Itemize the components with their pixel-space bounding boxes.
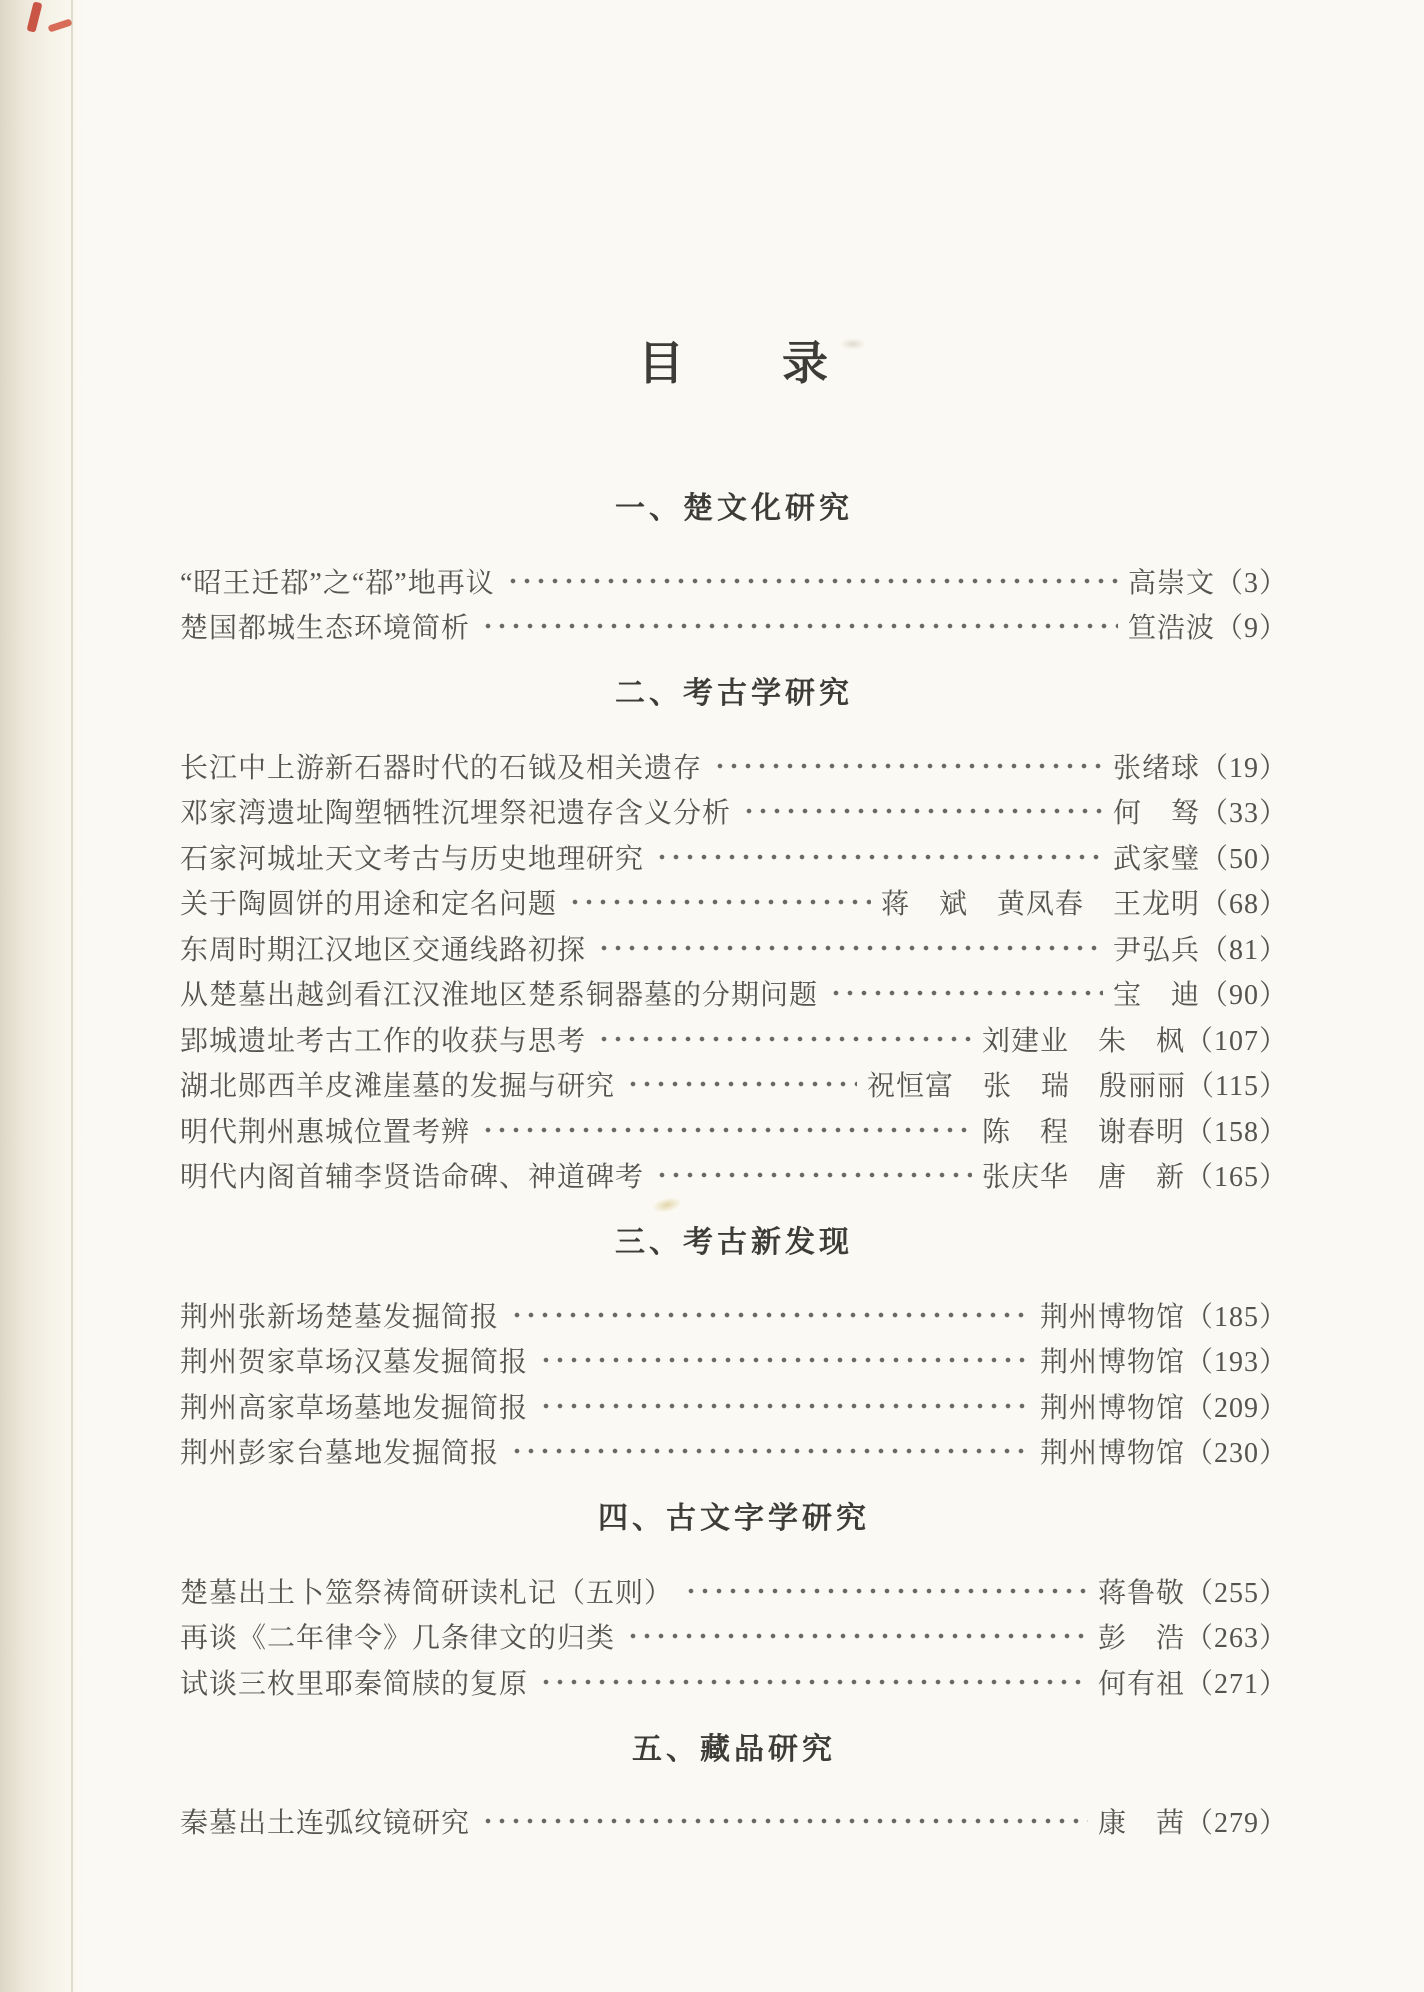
entry-page-number: （3） xyxy=(1214,567,1288,599)
entry-authors: 高崇文 xyxy=(1127,567,1215,599)
entry-title: 再谈《二年律令》几条律文的归类 xyxy=(180,1623,616,1655)
toc-sections xyxy=(180,488,1288,1844)
entry-authors: 康 茜 xyxy=(1097,1808,1185,1840)
toc-section xyxy=(180,1498,1288,1705)
section-entries xyxy=(180,1568,1288,1705)
entry-authors: 蒋鲁敬 xyxy=(1097,1577,1185,1609)
entry-authors: 荆州博物馆 xyxy=(1039,1301,1185,1333)
entry-title: 荆州彭家台墓地发掘简报 xyxy=(180,1438,500,1470)
dot-leader xyxy=(478,1816,1088,1826)
entry-authors: 刘建业 朱 枫 xyxy=(981,1025,1185,1057)
entry-title: 荆州高家草场墓地发掘简报 xyxy=(180,1392,529,1424)
page-title: 目 录 xyxy=(638,338,830,389)
entry-authors: 何 驽 xyxy=(1112,798,1200,830)
entry-page-number: （115） xyxy=(1186,1071,1288,1103)
entry-page-number: （279） xyxy=(1184,1808,1288,1840)
toc-entry xyxy=(180,789,1288,835)
dot-leader xyxy=(652,852,1103,862)
section-heading: 五、藏品研究 xyxy=(632,1732,836,1766)
entry-page-number: （263） xyxy=(1184,1623,1288,1655)
entry-authors: 张绪球 xyxy=(1112,752,1200,784)
section-entries xyxy=(180,558,1288,649)
toc-section xyxy=(180,488,1288,649)
toc-entry xyxy=(180,1429,1288,1475)
entry-title: 石家河城址天文考古与历史地理研究 xyxy=(180,843,645,875)
toc-section xyxy=(180,673,1288,1198)
dot-leader xyxy=(594,943,1103,953)
toc-entry xyxy=(180,834,1288,880)
toc-entry xyxy=(180,558,1288,604)
entry-page-number: （158） xyxy=(1184,1116,1288,1148)
dot-leader xyxy=(507,1310,1030,1320)
toc-entry xyxy=(180,1016,1288,1062)
toc-entry xyxy=(180,971,1288,1017)
toc-entry xyxy=(180,925,1288,971)
entry-page-number: （50） xyxy=(1199,843,1288,875)
entry-title: 秦墓出土连弧纹镜研究 xyxy=(180,1808,471,1840)
dot-leader xyxy=(623,1079,857,1089)
entry-authors: 陈 程 谢春明 xyxy=(981,1116,1185,1148)
section-entries xyxy=(180,1292,1288,1474)
section-heading: 二、考古学研究 xyxy=(615,677,853,710)
entry-title: 邓家湾遗址陶塑牺牲沉埋祭祀遗存含义分析 xyxy=(180,798,732,830)
dot-leader xyxy=(710,761,1103,771)
toc-entry xyxy=(180,880,1288,926)
entry-title: 楚墓出土卜筮祭祷简研读札记（五则） xyxy=(180,1577,674,1609)
entry-title: “昭王迁鄀”之“鄀”地再议 xyxy=(180,567,495,599)
entry-title: 试谈三枚里耶秦简牍的复原 xyxy=(180,1668,529,1700)
toc-entry xyxy=(180,1338,1288,1384)
entry-authors: 荆州博物馆 xyxy=(1039,1438,1185,1470)
toc-entry xyxy=(180,1107,1288,1153)
dot-leader xyxy=(478,621,1118,631)
entry-title: 明代内阁首辅李贤诰命碑、神道碑考 xyxy=(180,1162,645,1194)
entry-authors: 蒋 斌 黄凤春 王龙明 xyxy=(880,889,1200,921)
entry-page-number: （90） xyxy=(1199,980,1288,1012)
toc-entry xyxy=(180,1292,1288,1338)
toc-entry xyxy=(180,604,1288,650)
entry-authors: 笪浩波 xyxy=(1127,613,1215,645)
dot-leader xyxy=(594,1034,972,1044)
entry-title: 明代荆州惠城位置考辨 xyxy=(180,1116,471,1148)
dot-leader xyxy=(478,1125,972,1135)
entry-authors: 荆州博物馆 xyxy=(1039,1347,1185,1379)
entry-page-number: （165） xyxy=(1184,1162,1288,1194)
entry-authors: 彭 浩 xyxy=(1097,1623,1185,1655)
entry-authors: 尹弘兵 xyxy=(1112,934,1200,966)
toc-entry xyxy=(180,1062,1288,1108)
red-ink-mark xyxy=(27,1,43,32)
toc-entry xyxy=(180,1614,1288,1660)
toc-section xyxy=(180,1222,1288,1474)
entry-page-number: （19） xyxy=(1199,752,1288,784)
entry-title: 荆州张新场楚墓发掘简报 xyxy=(180,1301,500,1333)
dot-leader xyxy=(652,1170,972,1180)
toc-entry xyxy=(180,1568,1288,1614)
entry-title: 从楚墓出越剑看江汉淮地区楚系铜器墓的分期问题 xyxy=(180,980,819,1012)
entry-page-number: （33） xyxy=(1199,798,1288,830)
entry-page-number: （81） xyxy=(1199,934,1288,966)
page-left-edge-crease xyxy=(71,0,73,1992)
entry-authors: 何有祖 xyxy=(1097,1668,1185,1700)
entry-authors: 宝 迪 xyxy=(1112,980,1200,1012)
entry-title: 郢城遗址考古工作的收获与思考 xyxy=(180,1025,587,1057)
dot-leader xyxy=(826,988,1103,998)
entry-authors: 祝恒富 张 瑞 殷丽丽 xyxy=(867,1071,1187,1103)
section-heading: 三、考古新发现 xyxy=(615,1226,853,1259)
section-heading: 四、古文字学研究 xyxy=(598,1502,870,1535)
entry-page-number: （230） xyxy=(1184,1438,1288,1470)
toc-entry xyxy=(180,743,1288,789)
entry-title: 关于陶圆饼的用途和定名问题 xyxy=(180,889,558,921)
entry-page-number: （209） xyxy=(1184,1392,1288,1424)
toc-entry xyxy=(180,1799,1288,1845)
section-entries xyxy=(180,1799,1288,1845)
entry-page-number: （9） xyxy=(1214,613,1288,645)
entry-title: 湖北郧西羊皮滩崖墓的发掘与研究 xyxy=(180,1071,616,1103)
dot-leader xyxy=(503,576,1118,586)
entry-authors: 荆州博物馆 xyxy=(1039,1392,1185,1424)
entry-authors: 张庆华 唐 新 xyxy=(981,1162,1185,1194)
dot-leader xyxy=(739,806,1103,816)
section-heading: 一、楚文化研究 xyxy=(615,492,853,525)
entry-page-number: （255） xyxy=(1184,1577,1288,1609)
red-ink-mark xyxy=(48,18,73,32)
entry-page-number: （193） xyxy=(1184,1347,1288,1379)
entry-title: 荆州贺家草场汉墓发掘简报 xyxy=(180,1347,529,1379)
dot-leader xyxy=(536,1355,1030,1365)
entry-page-number: （68） xyxy=(1199,889,1288,921)
book-toc-page xyxy=(180,0,1288,1844)
entry-title: 长江中上游新石器时代的石钺及相关遗存 xyxy=(180,752,703,784)
entry-title: 楚国都城生态环境简析 xyxy=(180,613,471,645)
entry-page-number: （185） xyxy=(1184,1301,1288,1333)
entry-authors: 武家璧 xyxy=(1112,843,1200,875)
page-left-edge-shadow xyxy=(0,0,84,1992)
dot-leader xyxy=(681,1586,1088,1596)
dot-leader xyxy=(623,1631,1088,1641)
dot-leader xyxy=(565,897,871,907)
toc-entry xyxy=(180,1383,1288,1429)
entry-page-number: （271） xyxy=(1184,1668,1288,1700)
section-entries xyxy=(180,743,1288,1198)
toc-entry xyxy=(180,1153,1288,1199)
dot-leader xyxy=(536,1677,1088,1687)
dot-leader xyxy=(507,1446,1030,1456)
toc-entry xyxy=(180,1659,1288,1705)
entry-page-number: （107） xyxy=(1184,1025,1288,1057)
toc-section xyxy=(180,1729,1288,1845)
dot-leader xyxy=(536,1401,1030,1411)
entry-title: 东周时期江汉地区交通线路初探 xyxy=(180,934,587,966)
